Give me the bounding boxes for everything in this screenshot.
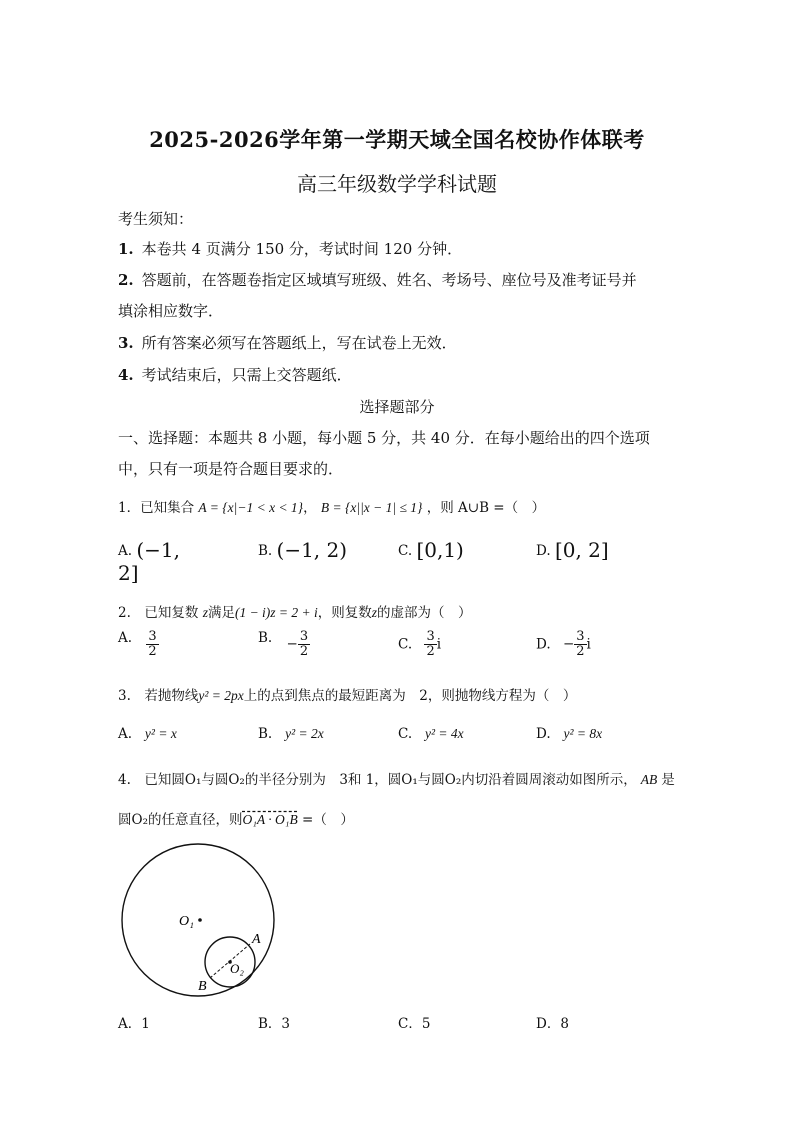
q3-text: 上的点到焦点的最短距离为 2，则抛物线方程为（ ） <box>243 688 577 704</box>
fraction <box>298 630 310 660</box>
q4-text: 是 <box>661 772 675 788</box>
notice-num: 4. <box>118 366 134 384</box>
minus-sign: − <box>562 636 575 653</box>
q2-text: 满足 <box>207 605 235 621</box>
q4-text: 圆O₂的任意直径，则 <box>118 812 243 828</box>
var-z: z <box>202 605 208 620</box>
label-o2: O₂ <box>230 961 244 976</box>
fraction <box>146 630 158 660</box>
q3-text: 3. 若抛物线 <box>118 688 199 704</box>
q1-sep: ， <box>303 500 317 516</box>
q2-equation: (1 − i)z = 2 + i <box>234 605 318 620</box>
notice-item-1 <box>118 238 462 259</box>
section-title: 选择题部分 <box>359 398 435 416</box>
circle-o1 <box>122 844 274 996</box>
q1-option-b <box>258 538 347 562</box>
q2-text: 的虚部为（ ） <box>377 605 472 621</box>
q4-text: 4. 已知圆O₁与圆O₂的半径分别为 3和 1，圆O₁与圆O₂内切沿着圆周滚动如图所示， <box>118 772 637 788</box>
notice-text: 所有答案必须写在答题纸上，写在试卷上无效． <box>141 334 457 352</box>
question-4-stem-cont <box>118 808 354 828</box>
option-value: [0, 2] <box>554 538 609 562</box>
q3-option-c <box>398 726 464 742</box>
option-value-wrap: 2] <box>118 561 139 585</box>
exam-subtitle: 高三年级数学学科试题 <box>297 172 497 196</box>
option-letter: D. <box>536 543 551 559</box>
notice-text: 本卷共 4 页满分 150 分，考试时间 120 分钟． <box>141 240 463 258</box>
fraction-numerator: 3 <box>148 629 157 644</box>
option-letter: A. <box>118 726 133 742</box>
q4-option-d: D．8 <box>536 1016 569 1032</box>
q3-equation: y² = 2px <box>198 688 244 703</box>
q2-text: ，则复数 <box>317 605 372 621</box>
q1-text-tail: ，则 A∪B =（ ） <box>426 500 546 516</box>
dot-product-expr: O₁A · O₁B <box>242 812 298 827</box>
q1-option-a-wrap <box>118 561 139 585</box>
q1-text: 1．已知集合 <box>118 500 195 516</box>
notice-num: 2. <box>118 271 134 289</box>
q3-option-b <box>258 726 324 742</box>
q4-option-c: C．5 <box>398 1016 431 1032</box>
q1-option-d <box>536 538 609 562</box>
fraction-denominator: 2 <box>148 644 157 660</box>
set-a: A = {x|−1 < x < 1} <box>198 500 304 515</box>
imaginary-unit: i <box>436 636 442 653</box>
option-value: (−1, <box>136 538 180 562</box>
question-4-stem <box>118 768 675 788</box>
option-letter: B. <box>258 726 273 742</box>
label-b: B <box>198 979 207 994</box>
fraction-denominator: 2 <box>299 644 309 660</box>
q2-option-c <box>398 630 441 660</box>
question-2-stem <box>118 601 472 621</box>
option-letter: D. <box>536 636 551 653</box>
fraction-denominator: 2 <box>576 644 585 660</box>
q4-option-b: B．3 <box>258 1016 291 1032</box>
fraction <box>424 630 436 660</box>
notice-item-3 <box>118 332 457 353</box>
option-letter: A. <box>118 543 133 559</box>
q1-option-a <box>118 538 180 562</box>
question-3-stem <box>118 684 576 704</box>
notice-text: 答题前，在答题卷指定区域填写班级、姓名、考场号、座位号及准考证号并 <box>141 271 637 289</box>
option-letter: C. <box>398 636 413 653</box>
option-value: y² = 8x <box>563 726 603 741</box>
option-letter: D. <box>536 726 551 742</box>
q2-option-d <box>536 630 591 660</box>
option-value: [0,1) <box>416 538 464 562</box>
option-letter: B. <box>258 543 273 559</box>
q2-option-a <box>118 630 159 660</box>
option-value: y² = 2x <box>285 726 324 741</box>
option-letter: B. <box>258 630 273 646</box>
notice-heading: 考生须知： <box>118 210 194 228</box>
minus-sign: − <box>286 636 298 653</box>
fraction-numerator: 3 <box>426 629 435 644</box>
set-b: B = {x||x − 1| ≤ 1} <box>320 500 423 515</box>
section-intro-line1: 一、选择题：本题共 8 小题，每小题 5 分，共 40 分．在每小题给出的四个选项 <box>118 429 650 447</box>
imaginary-unit: i <box>586 636 591 653</box>
q2-text: 2. 已知复数 <box>118 605 199 621</box>
section-intro-line2: 中，只有一项是符合题目要求的． <box>118 460 344 478</box>
notice-num: 1. <box>118 240 134 258</box>
exam-title: 2025-2026学年第一学期天域全国名校协作体联考 <box>149 127 645 152</box>
center-o1-dot <box>198 918 202 922</box>
option-letter: C. <box>398 543 413 559</box>
q3-option-a <box>118 726 177 742</box>
var-z: z <box>371 605 378 620</box>
option-value: y² = 4x <box>425 726 464 741</box>
diameter-ab: AB <box>640 772 658 787</box>
notice-item-2-cont: 填涂相应数字． <box>118 302 224 320</box>
fraction-numerator: 3 <box>299 629 309 644</box>
option-letter: C. <box>398 726 413 742</box>
q4-text: =（ ） <box>297 812 354 828</box>
notice-item-4 <box>118 364 352 385</box>
q4-option-a: A．1 <box>118 1016 150 1032</box>
notice-text: 考试结束后，只需上交答题纸． <box>141 366 352 384</box>
label-a: A <box>252 932 261 947</box>
notice-num: 3. <box>118 334 134 352</box>
fraction-numerator: 3 <box>576 629 585 644</box>
q1-option-c <box>398 538 464 562</box>
q2-option-b <box>258 630 310 660</box>
option-value: (−1, 2) <box>276 538 348 562</box>
fraction-denominator: 2 <box>426 644 435 660</box>
fraction <box>574 630 586 660</box>
notice-item-2 <box>118 269 637 290</box>
q3-option-d <box>536 726 602 742</box>
label-o1: O₁ <box>179 914 194 929</box>
option-letter: A. <box>118 630 133 646</box>
question-1-stem <box>118 496 545 516</box>
option-value: y² = x <box>144 726 177 741</box>
circles-figure <box>118 842 288 1002</box>
